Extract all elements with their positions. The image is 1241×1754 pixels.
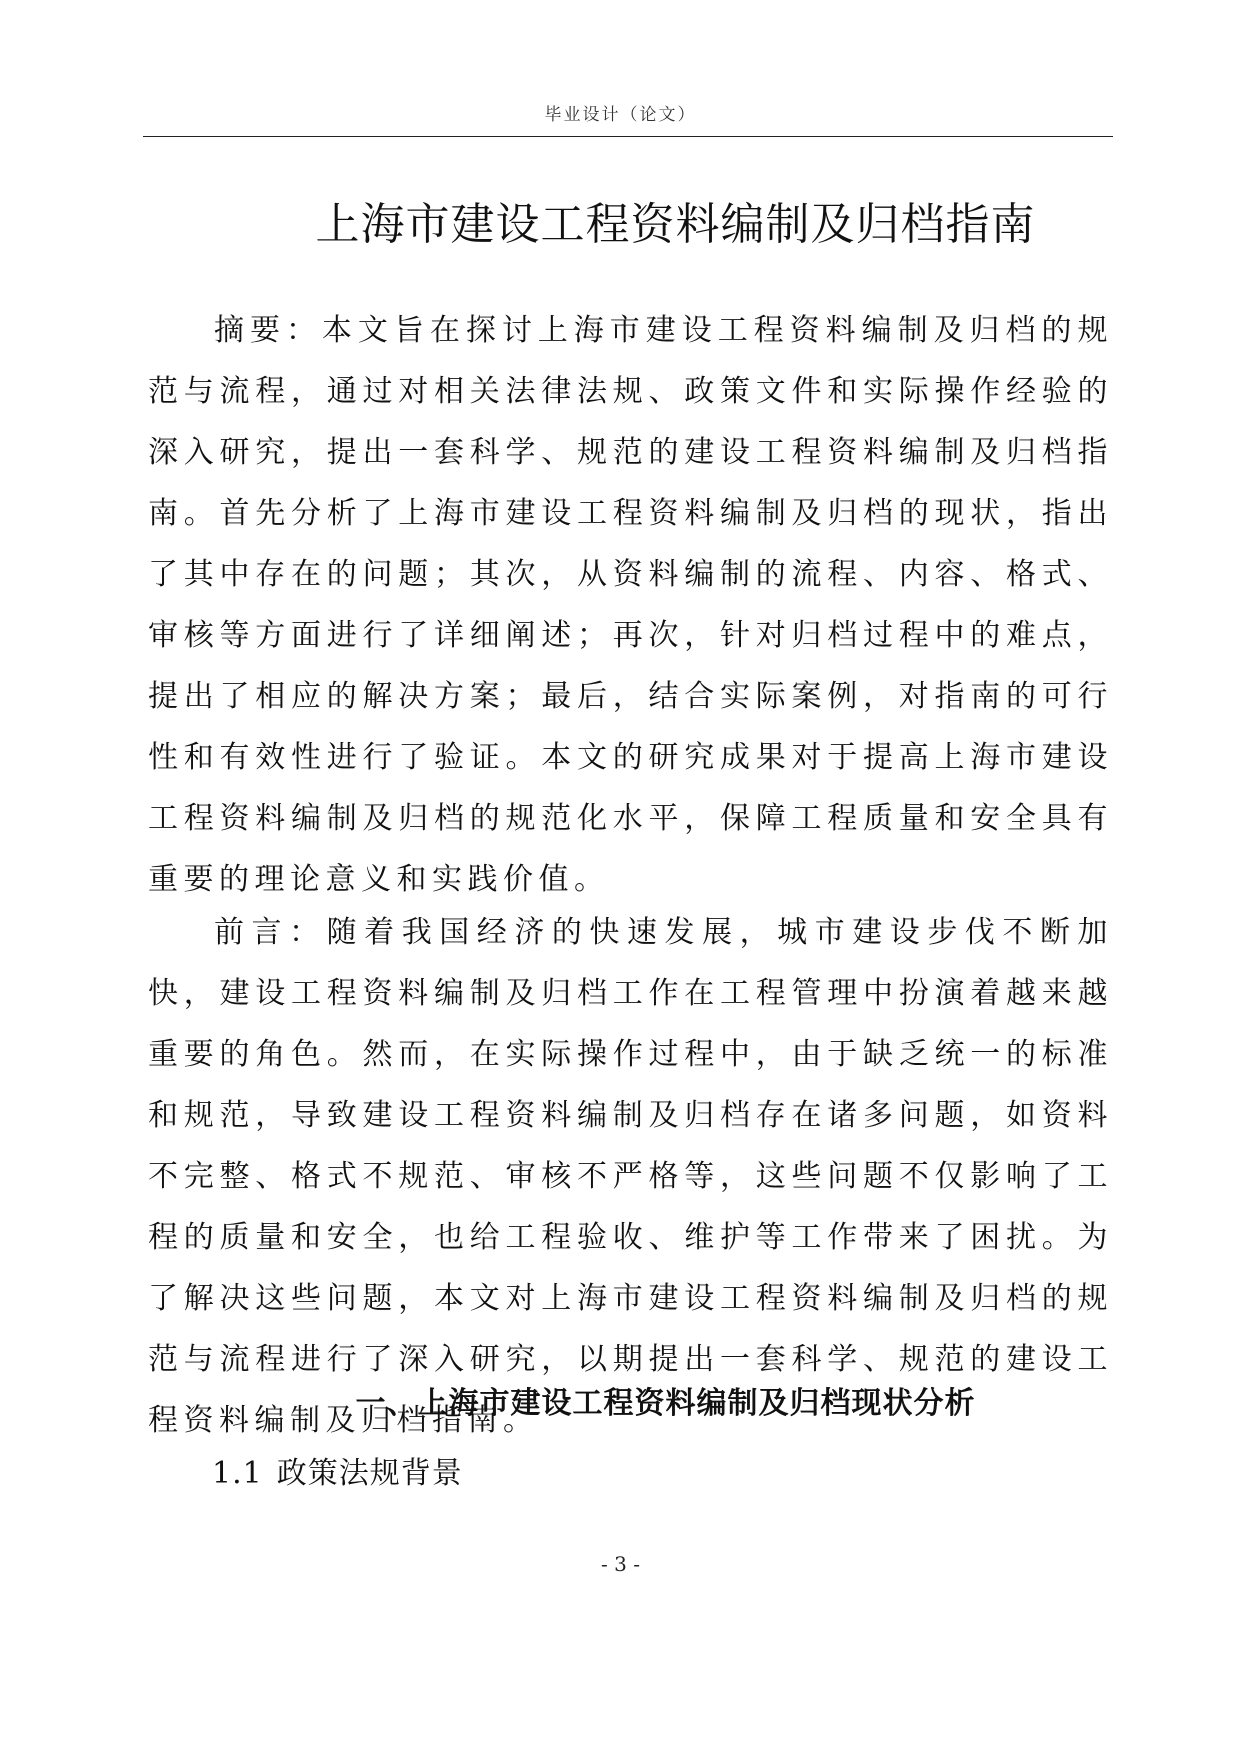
preface-paragraph: 前言：随着我国经济的快速发展，城市建设步伐不断加快，建设工程资料编制及归档工作在工程管理中扮演着越来越重要的角色。然而，在实际操作过程中，由于缺乏统一的标准和规范，导致建设工程资料编制及归档存在诸多问题，如资料不完整、格式不规范、审核不严格等，这些问题不仅影响了工程的质量和安全，也给工程验收、维护等工作带来了困扰。为了解决这些问题，本文对上海市建设工程资料编制及归档的规范与流程进行了深入研究，以期提出一套科学、规范的建设工程资料编制及归档指南。 bbox=[148, 915, 1113, 1438]
running-header: 毕业设计（论文） bbox=[544, 105, 697, 125]
section-heading: 一、上海市建设工程资料编制及归档现状分析 bbox=[355, 1386, 976, 1421]
subsection-heading bbox=[212, 1448, 463, 1492]
document-title: 上海市建设工程资料编制及归档指南 bbox=[315, 199, 1036, 250]
header-rule bbox=[143, 136, 1113, 137]
abstract-paragraph: 摘要：本文旨在探讨上海市建设工程资料编制及归档的规范与流程，通过对相关法律法规、政策文件和实际操作经验的深入研究，提出一套科学、规范的建设工程资料编制及归档指南。首先分析了上海市建设工程资料编制及归档的现状，指出了其中存在的问题；其次，从资料编制的流程、内容、格式、审核等方面进行了详细阐述；再次，针对归档过程中的难点，提出了相应的解决方案；最后，结合实际案例，对指南的可行性和有效性进行了验证。本文的研究成果对于提高上海市建设工程资料编制及归档的规范化水平，保障工程质量和安全具有重要的理论意义和实践价值。 bbox=[148, 313, 1113, 897]
subsection-number: 1.1 bbox=[212, 1456, 263, 1491]
page-number: - 3 - bbox=[601, 1552, 640, 1576]
subsection-title: 政策法规背景 bbox=[276, 1456, 463, 1491]
